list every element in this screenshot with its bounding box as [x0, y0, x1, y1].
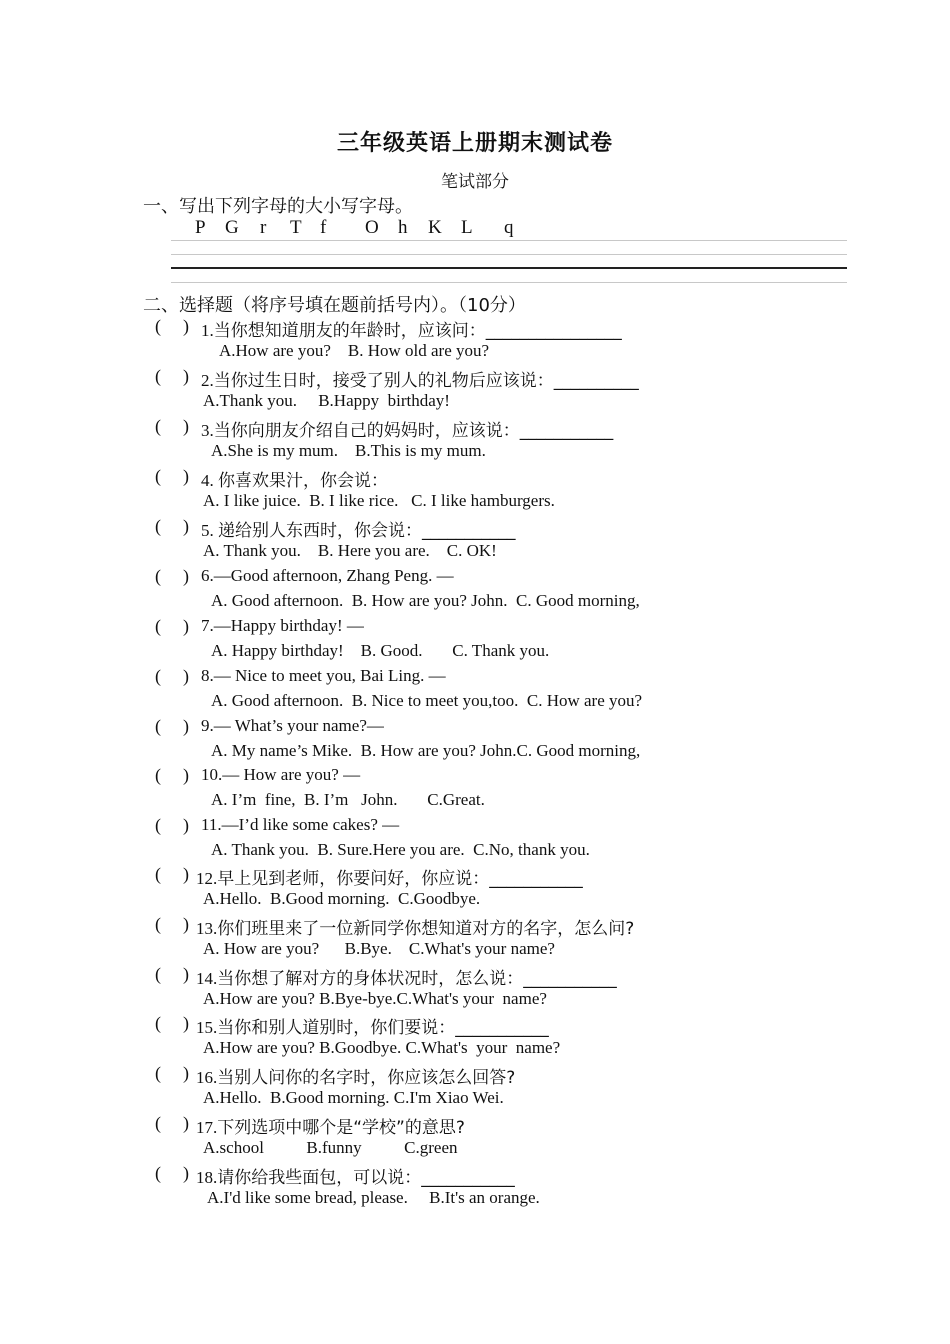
- question-stem: [201, 516, 516, 541]
- answer-paren-right: ): [183, 466, 189, 486]
- question-item: [0, 1063, 950, 1113]
- question-options: A. Happy birthday! B. Good. C. Thank you.: [211, 641, 550, 660]
- letter: L: [461, 217, 473, 238]
- letter: G: [225, 217, 239, 238]
- answer-paren-right: ): [183, 616, 189, 636]
- answer-paren-left: (: [155, 1013, 161, 1033]
- question-number: 3.: [201, 421, 214, 440]
- question-stem: [196, 914, 634, 939]
- question-number: 13.: [196, 919, 218, 938]
- question-text: — What’s your name?—: [213, 716, 384, 735]
- question-stem: [201, 316, 622, 341]
- question-text: —Happy birthday! —: [213, 616, 364, 635]
- question-number: 8.: [201, 666, 214, 685]
- question-text: 当你和别人道别时，你们要说：___________: [217, 1018, 549, 1038]
- question-stem: [201, 566, 454, 586]
- answer-paren-right: ): [183, 1013, 189, 1033]
- question-stem: [196, 964, 617, 989]
- question-number: 9.: [201, 716, 214, 735]
- answer-paren-left: (: [155, 616, 161, 636]
- answer-paren-left: (: [155, 466, 161, 486]
- letter: P: [195, 217, 206, 238]
- answer-paren-left: (: [155, 566, 161, 586]
- answer-paren-right: ): [183, 566, 189, 586]
- question-options: A.How are you? B.Goodbye. C.What's your name?: [203, 1038, 561, 1057]
- question-item: [0, 366, 950, 416]
- letter: K: [428, 217, 442, 238]
- letter: r: [260, 217, 267, 238]
- question-item: [0, 666, 950, 716]
- answer-paren-left: (: [155, 666, 161, 686]
- writing-line: [171, 282, 847, 283]
- question-text: 早上见到老师，你要问好，你应说：___________: [217, 869, 583, 889]
- question-stem: [201, 716, 384, 736]
- question-text: 当你过生日时，接受了别人的礼物后应该说：__________: [213, 371, 639, 391]
- question-stem: [196, 864, 583, 889]
- answer-paren-right: ): [183, 1113, 189, 1133]
- question-text: — Nice to meet you, Bai Ling. —: [213, 666, 446, 685]
- answer-paren-left: (: [155, 316, 161, 336]
- question-stem: [201, 765, 360, 785]
- question-number: 11.: [201, 815, 222, 834]
- answer-paren-right: ): [183, 765, 189, 785]
- question-item: [0, 716, 950, 766]
- question-options: A.school B.funny C.green: [203, 1138, 458, 1157]
- answer-paren-left: (: [155, 765, 161, 785]
- question-text: 当别人问你的名字时，你应该怎么回答?: [217, 1068, 516, 1088]
- question-item: [0, 1013, 950, 1063]
- answer-paren-right: ): [183, 964, 189, 984]
- question-stem: [196, 1013, 549, 1038]
- question-options: A.How are you? B. How old are you?: [219, 341, 490, 360]
- question-item: [0, 815, 950, 865]
- question-item: [0, 316, 950, 366]
- answer-paren-left: (: [155, 964, 161, 984]
- page-title: 三年级英语上册期末测试卷: [336, 131, 613, 156]
- question-number: 6.: [201, 566, 214, 585]
- question-options: A. Good afternoon. B. How are you? John. C. Good morning,: [211, 591, 640, 610]
- question-text: —I’d like some cakes? —: [221, 815, 400, 834]
- question-stem: [201, 666, 446, 686]
- answer-paren-left: (: [155, 1113, 161, 1133]
- question-number: 15.: [196, 1018, 218, 1037]
- question-number: 1.: [201, 321, 214, 340]
- page-subtitle: 笔试部分: [441, 172, 509, 192]
- writing-line: [171, 254, 847, 255]
- question-options: A.Thank you. B.Happy birthday!: [203, 391, 450, 410]
- question-stem: [196, 1113, 465, 1138]
- answer-paren-left: (: [155, 815, 161, 835]
- answer-paren-right: ): [183, 316, 189, 336]
- question-number: 18.: [196, 1168, 218, 1187]
- question-text: 当你想知道朋友的年龄时，应该问：________________: [213, 321, 622, 341]
- answer-paren-right: ): [183, 516, 189, 536]
- question-number: 14.: [196, 969, 218, 988]
- question-options: A.She is my mum. B.This is my mum.: [211, 441, 486, 460]
- question-number: 7.: [201, 616, 214, 635]
- question-stem: [201, 466, 388, 491]
- letter: h: [398, 217, 408, 238]
- question-text: 递给别人东西时，你会说：___________: [218, 521, 516, 541]
- answer-paren-left: (: [155, 366, 161, 386]
- writing-line: [171, 267, 847, 269]
- answer-paren-left: (: [155, 864, 161, 884]
- question-number: 12.: [196, 869, 218, 888]
- question-stem: [201, 366, 639, 391]
- question-options: A. How are you? B.Bye. C.What's your name?: [203, 939, 555, 958]
- answer-paren-left: (: [155, 914, 161, 934]
- question-options: A. I’m fine, B. I’m John. C.Great.: [211, 790, 485, 809]
- question-text: 你们班里来了一位新同学你想知道对方的名字，怎么问?: [217, 919, 635, 939]
- question-stem: [201, 416, 613, 441]
- answer-paren-left: (: [155, 1063, 161, 1083]
- question-stem: [201, 616, 364, 636]
- question-number: 10.: [201, 765, 223, 784]
- question-item: [0, 566, 950, 616]
- question-options: A. Thank you. B. Sure.Here you are. C.No, thank you.: [211, 840, 590, 859]
- answer-paren-left: (: [155, 416, 161, 436]
- answer-paren-right: ): [183, 416, 189, 436]
- answer-paren-left: (: [155, 1163, 161, 1183]
- question-options: A. Good afternoon. B. Nice to meet you,too. C. How are you?: [211, 691, 643, 710]
- question-item: [0, 616, 950, 666]
- question-number: 2.: [201, 371, 214, 390]
- question-number: 16.: [196, 1068, 218, 1087]
- answer-paren-right: ): [183, 716, 189, 736]
- question-text: —Good afternoon, Zhang Peng. —: [213, 566, 454, 585]
- question-text: 你喜欢果汁，你会说：: [218, 471, 388, 491]
- writing-line: [171, 240, 847, 241]
- section-1-heading: 一、写出下列字母的大小写字母。: [143, 196, 413, 217]
- question-options: A.Hello. B.Good morning. C.Goodbye.: [203, 889, 481, 908]
- letter: O: [365, 217, 379, 238]
- question-text: 请你给我些面包，可以说：___________: [217, 1168, 515, 1188]
- question-item: [0, 964, 950, 1014]
- answer-paren-left: (: [155, 516, 161, 536]
- question-stem: [196, 1163, 515, 1188]
- question-text: 当你向朋友介绍自己的妈妈时，应该说：___________: [213, 421, 614, 441]
- answer-paren-right: ): [183, 366, 189, 386]
- section-2-heading: 二、选择题（将序号填在题前括号内）。（10分）: [143, 295, 526, 316]
- question-item: [0, 914, 950, 964]
- letter: T: [290, 217, 302, 238]
- answer-paren-right: ): [183, 666, 189, 686]
- question-item: [0, 416, 950, 466]
- question-options: A.I'd like some bread, please. B.It's an orange.: [207, 1188, 540, 1207]
- question-options: A.How are you? B.Bye-bye.C.What's your name?: [203, 989, 547, 1008]
- question-number: 4.: [201, 471, 218, 490]
- question-item: [0, 765, 950, 815]
- question-item: [0, 466, 950, 516]
- question-stem: [201, 815, 399, 835]
- letter: f: [320, 217, 327, 238]
- question-number: 5.: [201, 521, 218, 540]
- answer-paren-right: ): [183, 1163, 189, 1183]
- answer-paren-right: ): [183, 864, 189, 884]
- question-options: A. I like juice. B. I like rice. C. I like hamburgers.: [203, 491, 555, 510]
- question-options: A. My name’s Mike. B. How are you? John.C. Good morning,: [211, 741, 641, 760]
- question-text: — How are you? —: [222, 765, 361, 784]
- answer-paren-right: ): [183, 914, 189, 934]
- answer-paren-right: ): [183, 815, 189, 835]
- question-options: A.Hello. B.Good morning. C.I'm Xiao Wei.: [203, 1088, 504, 1107]
- answer-paren-right: ): [183, 1063, 189, 1083]
- question-item: [0, 1163, 950, 1213]
- letter: q: [504, 217, 514, 238]
- question-text: 当你想了解对方的身体状况时，怎么说：___________: [217, 969, 617, 989]
- question-item: [0, 516, 950, 566]
- question-number: 17.: [196, 1118, 218, 1137]
- question-item: [0, 864, 950, 914]
- question-options: A. Thank you. B. Here you are. C. OK!: [203, 541, 497, 560]
- question-text: 下列选项中哪个是“学校”的意思?: [217, 1118, 465, 1138]
- question-stem: [196, 1063, 515, 1088]
- answer-paren-left: (: [155, 716, 161, 736]
- question-item: [0, 1113, 950, 1163]
